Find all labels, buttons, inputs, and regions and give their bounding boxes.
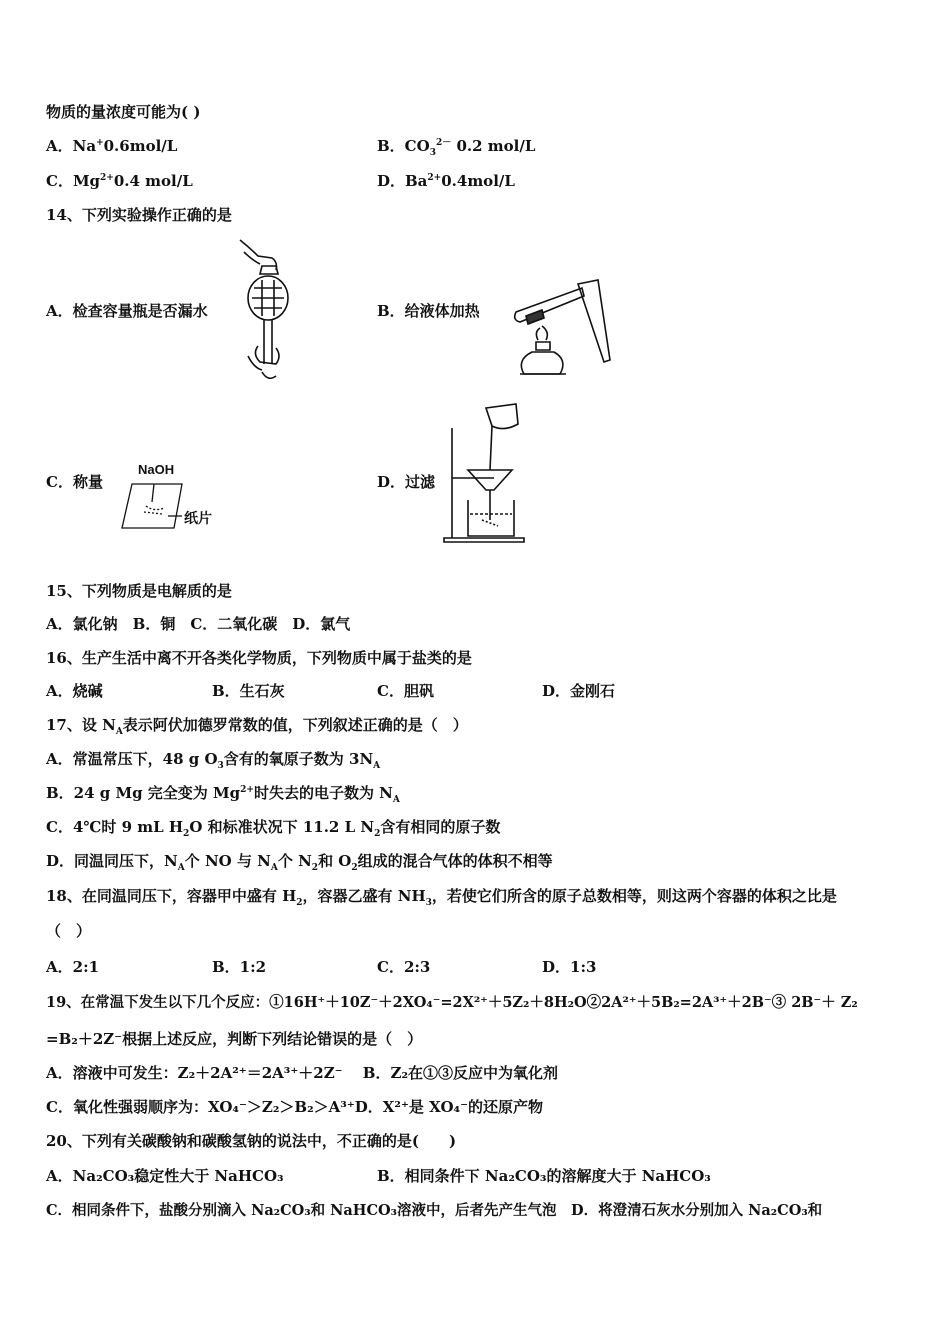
q17-option-d: D．同温同压下，$N_A$个 NO 与 $N_A$个 $N_2$和 $O_2$组成的混合气体的体积不相等 [46, 852, 553, 873]
q19-options-ab: A．溶液中可发生：Z₂＋2A²⁺＝2A³⁺＋2Z⁻ B．Z₂在①③反应中为氧化剂 [46, 1064, 559, 1082]
q18-option-c: C．2:3 [377, 958, 431, 976]
q16-option-d: D．金刚石 [542, 682, 616, 700]
q16-option-b: B．生石灰 [212, 682, 285, 700]
filtration-figure [438, 402, 534, 544]
q17-stem: 17、设 $N_A$表示阿伏加德罗常数的值，下列叙述正确的是（ ） [46, 716, 468, 737]
q20-option-a: A．Na₂CO₃稳定性大于 NaHCO₃ [46, 1167, 284, 1185]
q19-stem: 19、在常温下发生以下几个反应：①16H⁺＋10Z⁻＋2XO₄⁻=2X²⁺＋5Z₂＋8H₂O②2A²⁺＋5B₂=2A³⁺＋2B⁻③ 2B⁻＋ Z₂ [46, 994, 858, 1011]
q17-option-b: B．24 g Mg 完全变为 $Mg^{2+}$时失去的电子数为 $N_A$ [46, 784, 400, 805]
q13-option-a: A．Na+0.6mol/L [46, 137, 178, 155]
q13-stem: 物质的量浓度可能为( ) [46, 103, 201, 121]
q14-option-c: C．称量 [46, 473, 103, 491]
q14-stem: 14、下列实验操作正确的是 [46, 206, 232, 224]
q15-options: A．氯化钠 B．铜 C．二氧化碳 D．氯气 [46, 615, 351, 633]
weighing-figure [118, 462, 228, 542]
q13-option-b: B．$CO_3^{2-}$ 0.2 mol/L [377, 137, 536, 158]
heating-liquid-figure [506, 276, 616, 380]
q20-options-cd: C．相同条件下，盐酸分别滴入 Na₂CO₃和 NaHCO₃溶液中，后者先产生气泡 D．将澄清石灰水分别加入 Na₂CO₃和 [46, 1202, 823, 1219]
q16-stem: 16、生产生活中离不开各类化学物质，下列物质中属于盐类的是 [46, 649, 472, 667]
q13-option-c: C．$Mg^{2+}0.4$ mol/L [46, 172, 193, 190]
q19-stem-line2: =B₂＋2Z⁻根据上述反应，判断下列结论错误的是（ ） [46, 1030, 423, 1048]
q18-stem: 18、在同温同压下，容器甲中盛有 $H_2$，容器乙盛有 $NH_3$，若使它们所含的原子总数相等，则这两个容器的体积之比是 [46, 887, 837, 908]
q20-stem: 20、下列有关碳酸钠和碳酸氢钠的说法中，不正确的是( ) [46, 1132, 457, 1150]
q13-option-d: D．$Ba^{2+}0.4mol/L$ [377, 172, 515, 190]
q16-option-c: C．胆矾 [377, 682, 434, 700]
volumetric-flask-figure [232, 236, 302, 384]
q19-options-cd: C．氧化性强弱顺序为：XO₄⁻＞Z₂＞B₂＞A³⁺D．X²⁺是 XO₄⁻的还原产物 [46, 1098, 544, 1116]
q18-stem-line2: （ ） [46, 922, 92, 940]
paper-label: 纸片 [184, 511, 212, 527]
q15-stem: 15、下列物质是电解质的是 [46, 582, 232, 600]
q14-option-d: D．过滤 [377, 473, 436, 491]
q18-option-d: D．1:3 [542, 958, 597, 976]
q17-option-c: C．4℃时 9 mL $H_2O$ 和标准状况下 11.2 L $N_2$含有相同的原子数 [46, 818, 501, 839]
q16-option-a: A．烧碱 [46, 682, 103, 700]
naoh-label: NaOH [138, 462, 175, 477]
q20-option-b: B．相同条件下 Na₂CO₃的溶解度大于 NaHCO₃ [377, 1167, 711, 1185]
q18-option-b: B．1:2 [212, 958, 267, 976]
q18-option-a: A．2:1 [46, 958, 100, 976]
q17-option-a: A．常温常压下，48 g $O_3$含有的氧原子数为 $3N_A$ [46, 750, 381, 771]
q14-option-a: A．检查容量瓶是否漏水 [46, 302, 208, 320]
q14-option-b: B．给液体加热 [377, 302, 480, 320]
